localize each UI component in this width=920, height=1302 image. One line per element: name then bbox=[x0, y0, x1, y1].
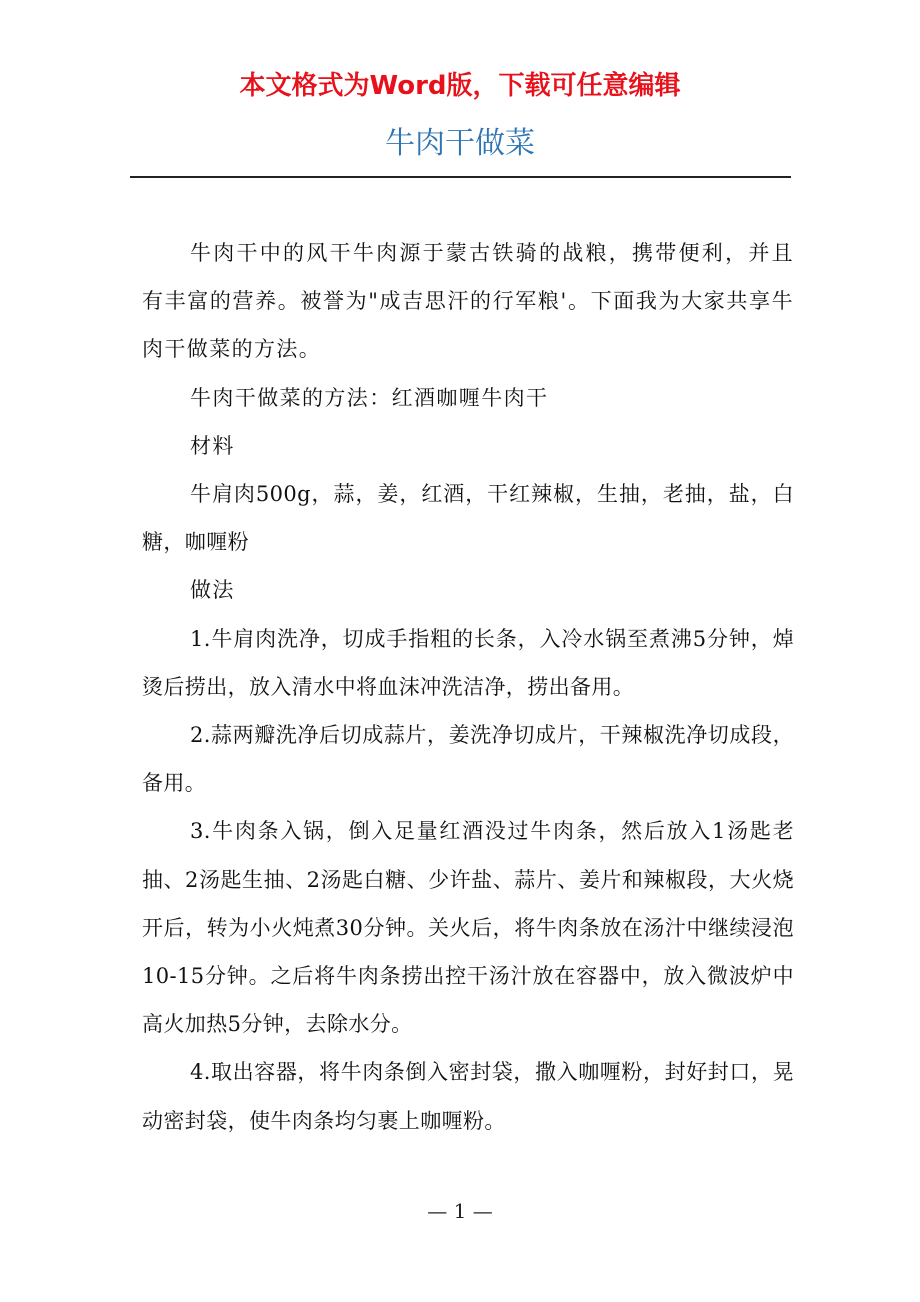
format-notice-banner: 本文格式为Word版，下载可任意编辑 bbox=[239, 71, 681, 101]
paragraph-step-1: 1.牛肩肉洗净，切成手指粗的长条，入冷水锅至煮沸5分钟，焯烫后捞出，放入清水中将血沫冲洗洁净，捞出备用。 bbox=[142, 626, 794, 699]
page-number: — 1 — bbox=[427, 1199, 493, 1223]
paragraph-ingredients: 牛肩肉500g，蒜，姜，红酒，干红辣椒，生抽，老抽，盐，白糖，咖喱粉 bbox=[142, 482, 794, 555]
paragraph-step-4: 4.取出容器，将牛肉条倒入密封袋，撒入咖喱粉，封好封口，晃动密封袋，使牛肉条均匀裹上咖喱粉。 bbox=[142, 1060, 794, 1133]
paragraph-method-heading: 牛肉干做菜的方法：红酒咖喱牛肉干 bbox=[190, 385, 549, 410]
document-title: 牛肉干做菜 bbox=[385, 126, 535, 161]
paragraph-steps-heading: 做法 bbox=[190, 578, 235, 603]
paragraph-step-2: 2.蒜两瓣洗净后切成蒜片，姜洗净切成片，干辣椒洗净切成段，备用。 bbox=[142, 723, 794, 796]
document-body bbox=[142, 229, 794, 1145]
paragraph-intro: 牛肉干中的风干牛肉源于蒙古铁骑的战粮，携带便利，并且有丰富的营养。被誉为"成吉思汗的行军粮'。下面我为大家共享牛肉干做菜的方法。 bbox=[142, 241, 794, 362]
paragraph-step-3: 3.牛肉条入锅，倒入足量红酒没过牛肉条，然后放入1汤匙老抽、2汤匙生抽、2汤匙白糖、少许盐、蒜片、姜片和辣椒段，大火烧开后，转为小火炖煮30分钟。关火后，将牛肉条放在汤汁中继续浸泡10-15分钟。之后将牛肉条捞出控干汤汁放在容器中，放入微波炉中高火加热5分钟，去除水分。 bbox=[142, 819, 794, 1037]
title-divider bbox=[130, 176, 791, 178]
paragraph-ingredients-heading: 材料 bbox=[190, 433, 235, 458]
